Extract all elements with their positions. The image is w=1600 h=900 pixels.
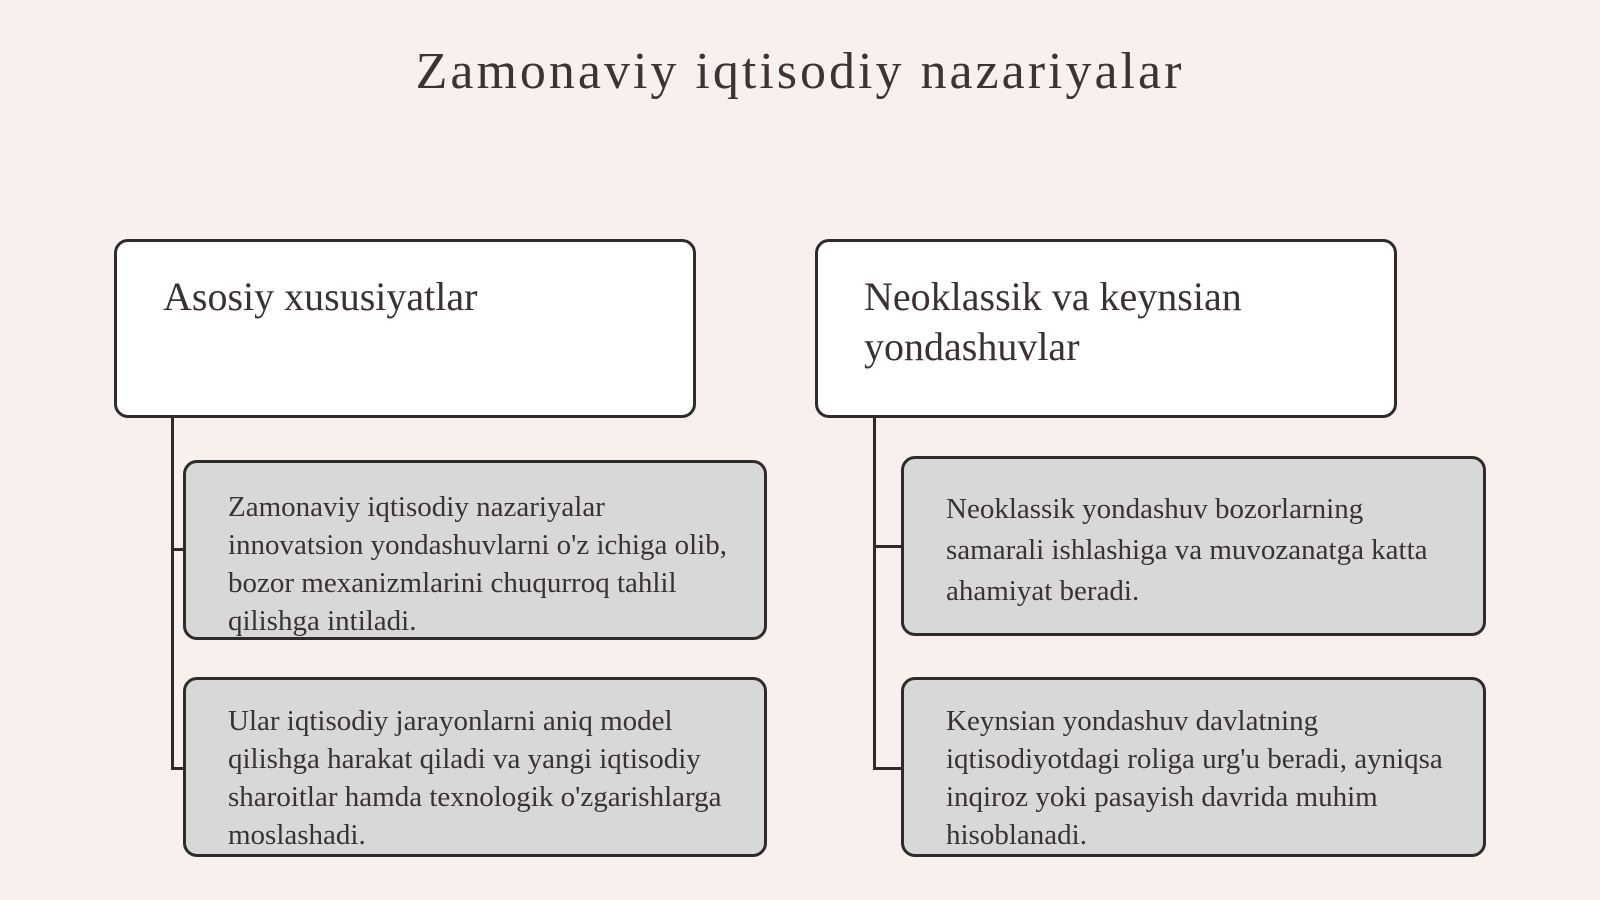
right-branch-item-text: Keynsian yondashuv davlatning iqtisodiyotdagi roliga urg'u beradi, ayniqsa inqiroz yoki pasayish davrida muhim hisoblanadi. [946, 705, 1443, 851]
page-title: Zamonaviy iqtisodiy nazariyalar [415, 43, 1185, 100]
left-branch-header-text: Asosiy xususiyatlar [163, 274, 478, 319]
right-vertical-connector [873, 418, 876, 770]
left-vertical-connector [171, 418, 174, 770]
left-branch-header [114, 239, 696, 418]
right-connector-to-item-1 [873, 545, 903, 548]
right-connector-to-item-2 [873, 767, 903, 770]
left-branch-item-text: Zamonaviy iqtisodiy nazariyalar innovatsion yondashuvlarni o'z ichiga olib, bozor mexanizmlarini chuqurroq tahlil qilishga intiladi. [228, 491, 727, 637]
left-branch-item [183, 677, 767, 857]
right-branch-header [815, 239, 1397, 418]
right-branch-item [901, 677, 1486, 857]
right-branch-item [901, 456, 1486, 636]
left-branch-item [183, 460, 767, 640]
right-branch-header-text: Neoklassik va keynsian yondashuvlar [864, 274, 1242, 369]
left-branch-item-text: Ular iqtisodiy jarayonlarni aniq model qilishga harakat qiladi va yangi iqtisodiy sharoitlar hamda texnologik o'zgarishlarga moslashadi. [228, 705, 722, 851]
right-branch-item-text: Neoklassik yondashuv bozorlarning samarali ishlashiga va muvozanatga katta ahamiyat beradi. [946, 493, 1428, 607]
